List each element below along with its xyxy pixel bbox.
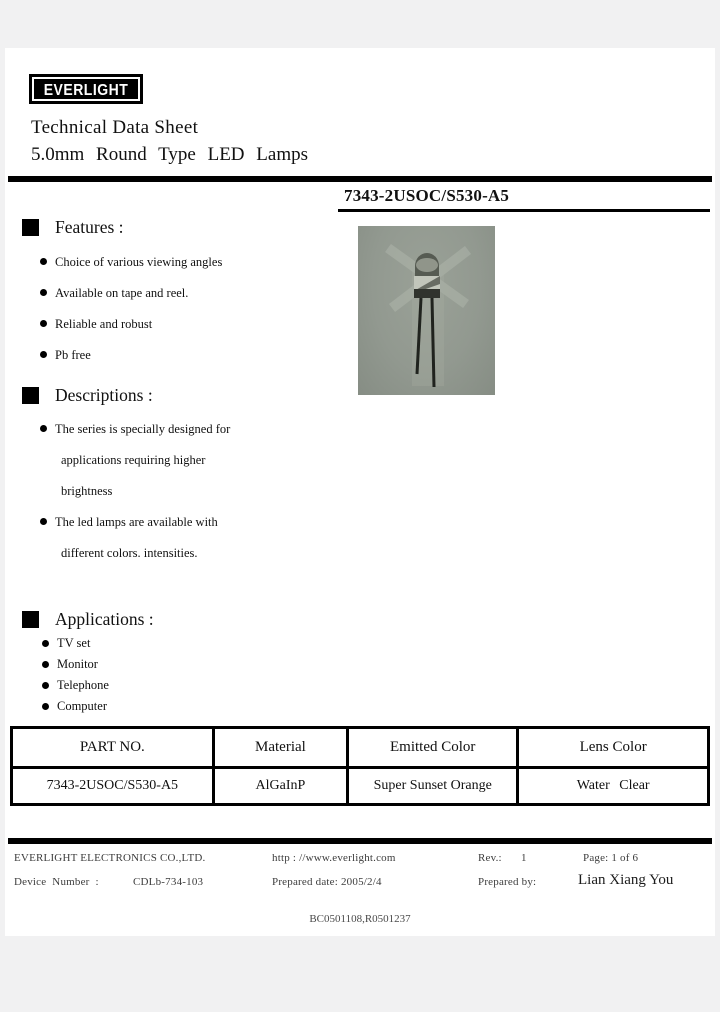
cell-lens-color: Water Clear (518, 768, 709, 805)
led-product-photo (358, 226, 495, 395)
footer-prepared-date: Prepared date: 2005/2/4 (272, 876, 382, 888)
feature-item (40, 286, 352, 300)
section-marker-icon (22, 219, 39, 236)
footer-company: EVERLIGHT ELECTRONICS CO.,LTD. (14, 852, 206, 864)
cell-emitted-color: Super Sunset Orange (348, 768, 518, 805)
bullet-icon (42, 661, 49, 668)
footer-prepared-by-label: Prepared by: (478, 876, 537, 888)
description-item (40, 515, 352, 529)
application-item-label: TV set (57, 636, 91, 650)
application-item (42, 700, 352, 713)
bullet-icon (42, 682, 49, 689)
footer-website: http : //www.everlight.com (272, 852, 396, 864)
descriptions-list (40, 422, 352, 560)
applications-list (42, 637, 352, 713)
features-section (22, 217, 352, 379)
bullet-icon (40, 425, 47, 432)
descriptions-section (22, 385, 352, 577)
cell-part-no: 7343-2USOC/S530-A5 (12, 768, 214, 805)
features-heading-label: Features : (55, 217, 124, 237)
feature-item (40, 317, 352, 331)
led-photo-illustration (358, 226, 495, 395)
bullet-icon (42, 703, 49, 710)
description-line: brightness (61, 484, 113, 498)
features-list (40, 255, 352, 362)
description-line: The led lamps are available with (55, 515, 218, 529)
feature-item-label: Reliable and robust (55, 317, 153, 331)
part-number: 7343-2USOC/S530-A5 (338, 186, 710, 212)
application-item-label: Monitor (57, 657, 98, 671)
description-line: different colors. intensities. (61, 546, 198, 560)
feature-item (40, 348, 352, 362)
footer-device-number-label: Device Number : (14, 876, 99, 888)
footer-rev-value: 1 (521, 852, 527, 864)
section-marker-icon (22, 611, 39, 628)
description-item (40, 422, 352, 436)
features-heading (22, 217, 352, 238)
applications-heading (22, 609, 352, 630)
spec-table (10, 726, 710, 806)
bullet-icon (40, 320, 47, 327)
bullet-icon (40, 258, 47, 265)
column-header-lens-color: Lens Color (518, 728, 709, 768)
description-line-continued (40, 484, 352, 498)
feature-item-label: Choice of various viewing angles (55, 255, 223, 269)
footer-prepared-by-value: Lian Xiang You (578, 872, 674, 888)
everlight-logo-frame (32, 77, 140, 101)
footer-device-number-value: CDLb-734-103 (133, 876, 204, 888)
section-marker-icon (22, 387, 39, 404)
description-line: The series is specially designed for (55, 422, 231, 436)
feature-item-label: Available on tape and reel. (55, 286, 189, 300)
bullet-icon (40, 351, 47, 358)
descriptions-heading (22, 385, 352, 406)
description-line-continued (40, 546, 352, 560)
spec-table-data-row (12, 768, 709, 805)
application-item (42, 658, 352, 671)
document-code: BC0501108,R0501237 (309, 913, 411, 925)
applications-heading-label: Applications : (55, 609, 154, 629)
feature-item (40, 255, 352, 269)
column-header-part-no: PART NO. (12, 728, 214, 768)
description-line: applications requiring higher (61, 453, 206, 467)
column-header-material: Material (213, 728, 348, 768)
bottom-divider (8, 838, 712, 844)
bullet-icon (40, 518, 47, 525)
spec-table-header-row (12, 728, 709, 768)
everlight-logo-text: EVERLIGHT (43, 79, 129, 99)
everlight-logo (29, 74, 143, 104)
page-subtitle: 5.0mm Round Type LED Lamps (31, 144, 308, 165)
cell-material: AlGaInP (213, 768, 348, 805)
application-item (42, 637, 352, 650)
footer-page-info: Page: 1 of 6 (583, 852, 639, 864)
description-line-continued (40, 453, 352, 467)
footer-rev-label: Rev.: (478, 852, 502, 864)
top-divider (8, 176, 712, 182)
bullet-icon (40, 289, 47, 296)
applications-section (22, 609, 352, 721)
application-item-label: Telephone (57, 678, 109, 692)
descriptions-heading-label: Descriptions : (55, 385, 153, 405)
feature-item-label: Pb free (55, 348, 91, 362)
column-header-emitted-color: Emitted Color (348, 728, 518, 768)
application-item-label: Computer (57, 699, 107, 713)
page-title: Technical Data Sheet (31, 117, 199, 138)
bullet-icon (42, 640, 49, 647)
application-item (42, 679, 352, 692)
